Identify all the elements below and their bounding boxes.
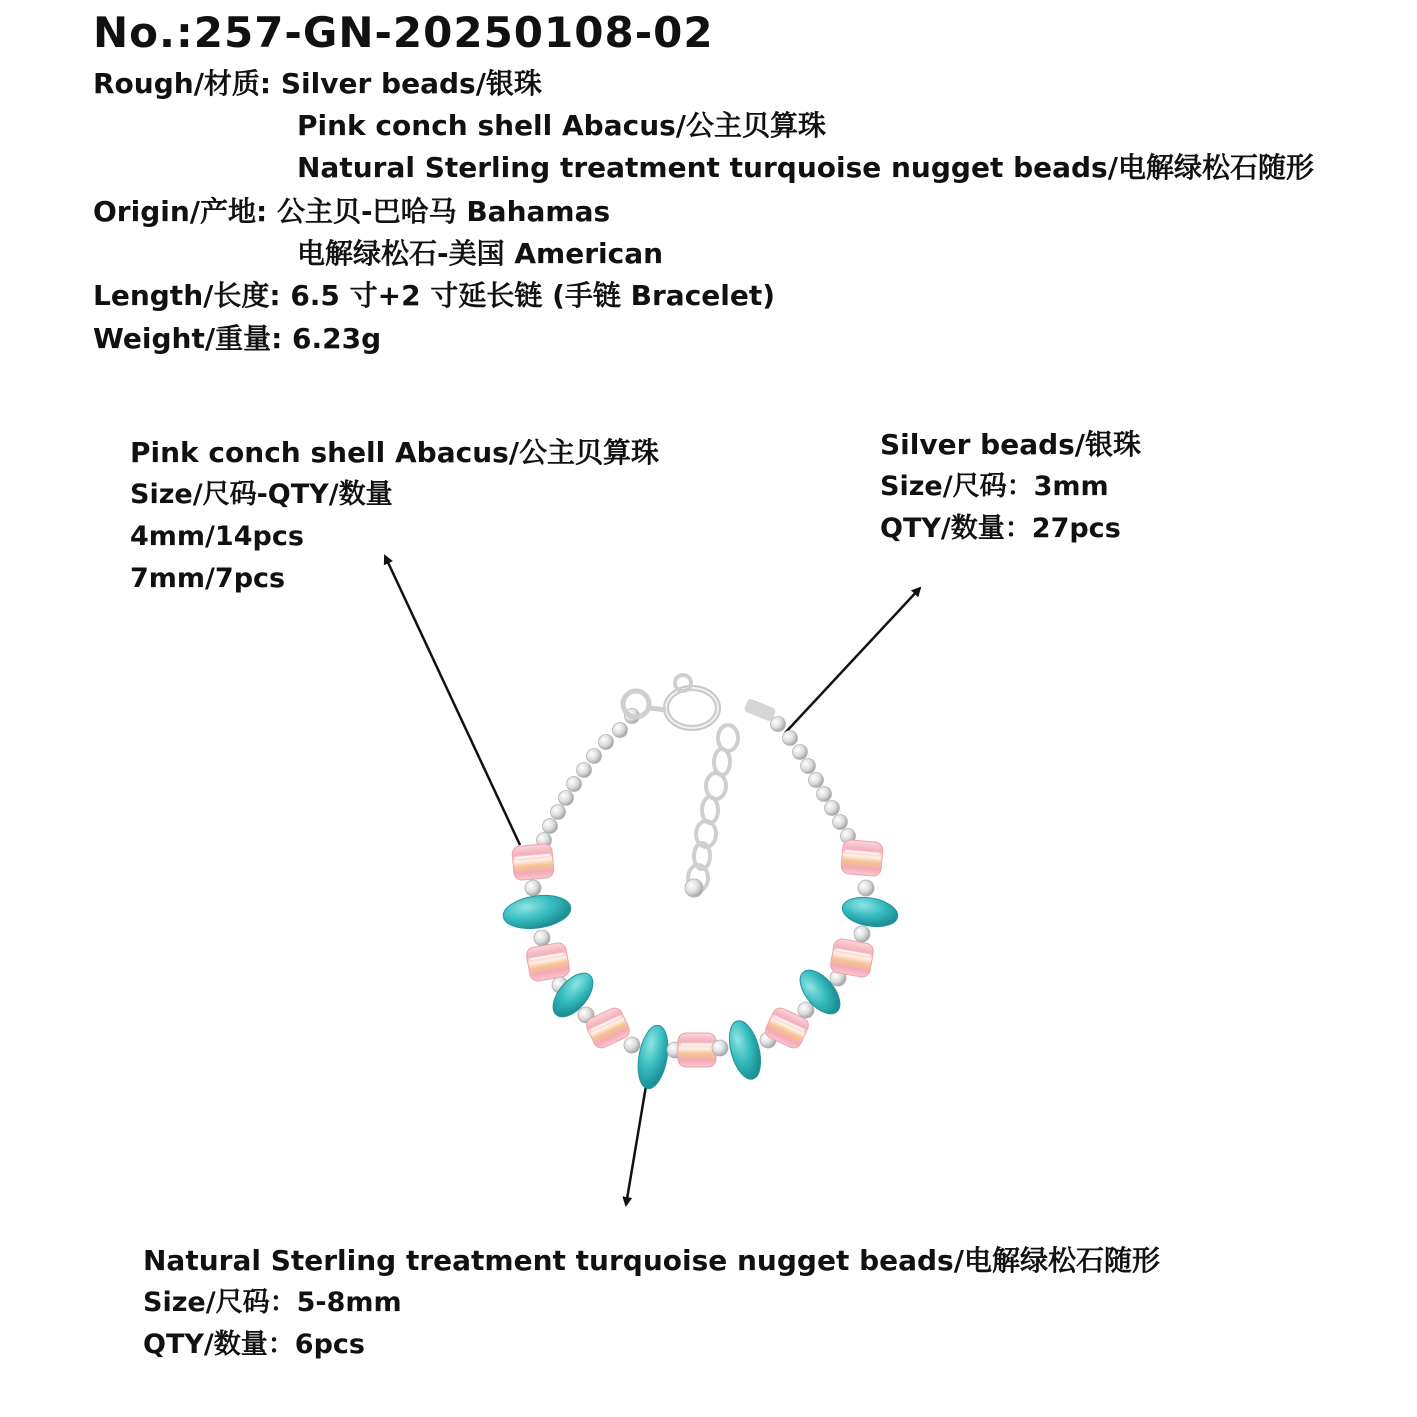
pink-callout-line: 4mm/14pcs xyxy=(130,521,304,552)
extender-chain xyxy=(685,725,738,897)
silver-spacer-bead xyxy=(798,1002,814,1018)
weight-value: 6.23g xyxy=(292,322,382,355)
silver-callout-title: Silver beads/银珠 xyxy=(880,428,1142,461)
turquoise-nugget-bead xyxy=(724,1017,767,1082)
length-label: Length/长度: xyxy=(93,279,281,312)
origin-value-2: 电解绿松石-美国 American xyxy=(297,237,664,270)
turquoise-callout-title: Natural Sterling treatment turquoise nugget beads/电解绿松石随形 xyxy=(143,1244,1160,1277)
rough-value-silver: Silver beads/银珠 xyxy=(280,67,542,100)
silver-chain-bead xyxy=(817,787,832,802)
silver-chain-bead xyxy=(567,777,582,792)
silver-chain-bead xyxy=(783,731,798,746)
silver-chain-bead xyxy=(559,791,574,806)
pink-callout-title: Pink conch shell Abacus/公主贝算珠 xyxy=(130,436,660,469)
silver-spacer-bead xyxy=(858,880,874,896)
rough-value-turquoise: Natural Sterling treatment turquoise nugget beads/电解绿松石随形 xyxy=(297,151,1314,184)
pink-conch-bead xyxy=(525,942,570,982)
silver-chain-bead xyxy=(599,735,614,750)
silver-spacer-bead xyxy=(624,1037,640,1053)
silver-spacer-bead xyxy=(525,880,541,896)
silver-spacer-bead xyxy=(534,930,550,946)
silver-chain-bead xyxy=(809,773,824,788)
extender-link xyxy=(702,797,718,823)
pink-conch-bead xyxy=(678,1033,716,1067)
pink-callout-line: Size/尺码-QTY/数量 xyxy=(130,479,393,510)
turquoise-nugget-bead xyxy=(840,893,900,930)
silver-chain-bead xyxy=(587,749,602,764)
silver-chain-bead xyxy=(793,745,808,760)
silver-chain-bead xyxy=(801,759,816,774)
turquoise-nugget-bead xyxy=(634,1023,673,1091)
rough-label: Rough/材质: xyxy=(93,67,272,100)
turquoise-callout-line: Size/尺码：5-8mm xyxy=(143,1287,402,1318)
weight-label: Weight/重量: xyxy=(93,322,283,355)
origin-label: Origin/产地: xyxy=(93,195,268,228)
silver-arrow xyxy=(785,588,920,733)
length-value: 6.5 寸+2 寸延长链 (手链 Bracelet) xyxy=(290,279,776,312)
pink-conch-bead xyxy=(841,839,884,876)
pink-callout-line: 7mm/7pcs xyxy=(130,563,286,594)
lobster-clasp xyxy=(623,675,777,728)
silver-chain-bead xyxy=(825,801,840,816)
origin-value-1: 公主贝-巴哈马 Bahamas xyxy=(276,195,611,228)
silver-chain-bead xyxy=(577,763,592,778)
silver-callout-line: QTY/数量：27pcs xyxy=(880,513,1121,544)
silver-spacer-bead xyxy=(854,926,870,942)
pink-arrow xyxy=(385,556,520,845)
pink-conch-bead xyxy=(512,843,555,880)
silver-callout-line: Size/尺码：3mm xyxy=(880,471,1109,502)
pink-conch-bead xyxy=(829,938,874,978)
product-number: No.:257-GN-20250108-02 xyxy=(93,8,714,57)
silver-chain-bead xyxy=(771,717,786,732)
extender-end-bead xyxy=(685,879,703,897)
turquoise-callout-line: QTY/数量：6pcs xyxy=(143,1329,365,1360)
beads xyxy=(501,839,900,1091)
turquoise-nugget-bead xyxy=(501,891,573,932)
silver-chain-bead xyxy=(551,805,566,820)
rough-value-pink: Pink conch shell Abacus/公主贝算珠 xyxy=(297,109,827,142)
silver-chain-bead xyxy=(543,819,558,834)
silver-chain-bead xyxy=(833,815,848,830)
silver-chain-bead xyxy=(613,723,628,738)
silver-spacer-bead xyxy=(712,1040,728,1056)
